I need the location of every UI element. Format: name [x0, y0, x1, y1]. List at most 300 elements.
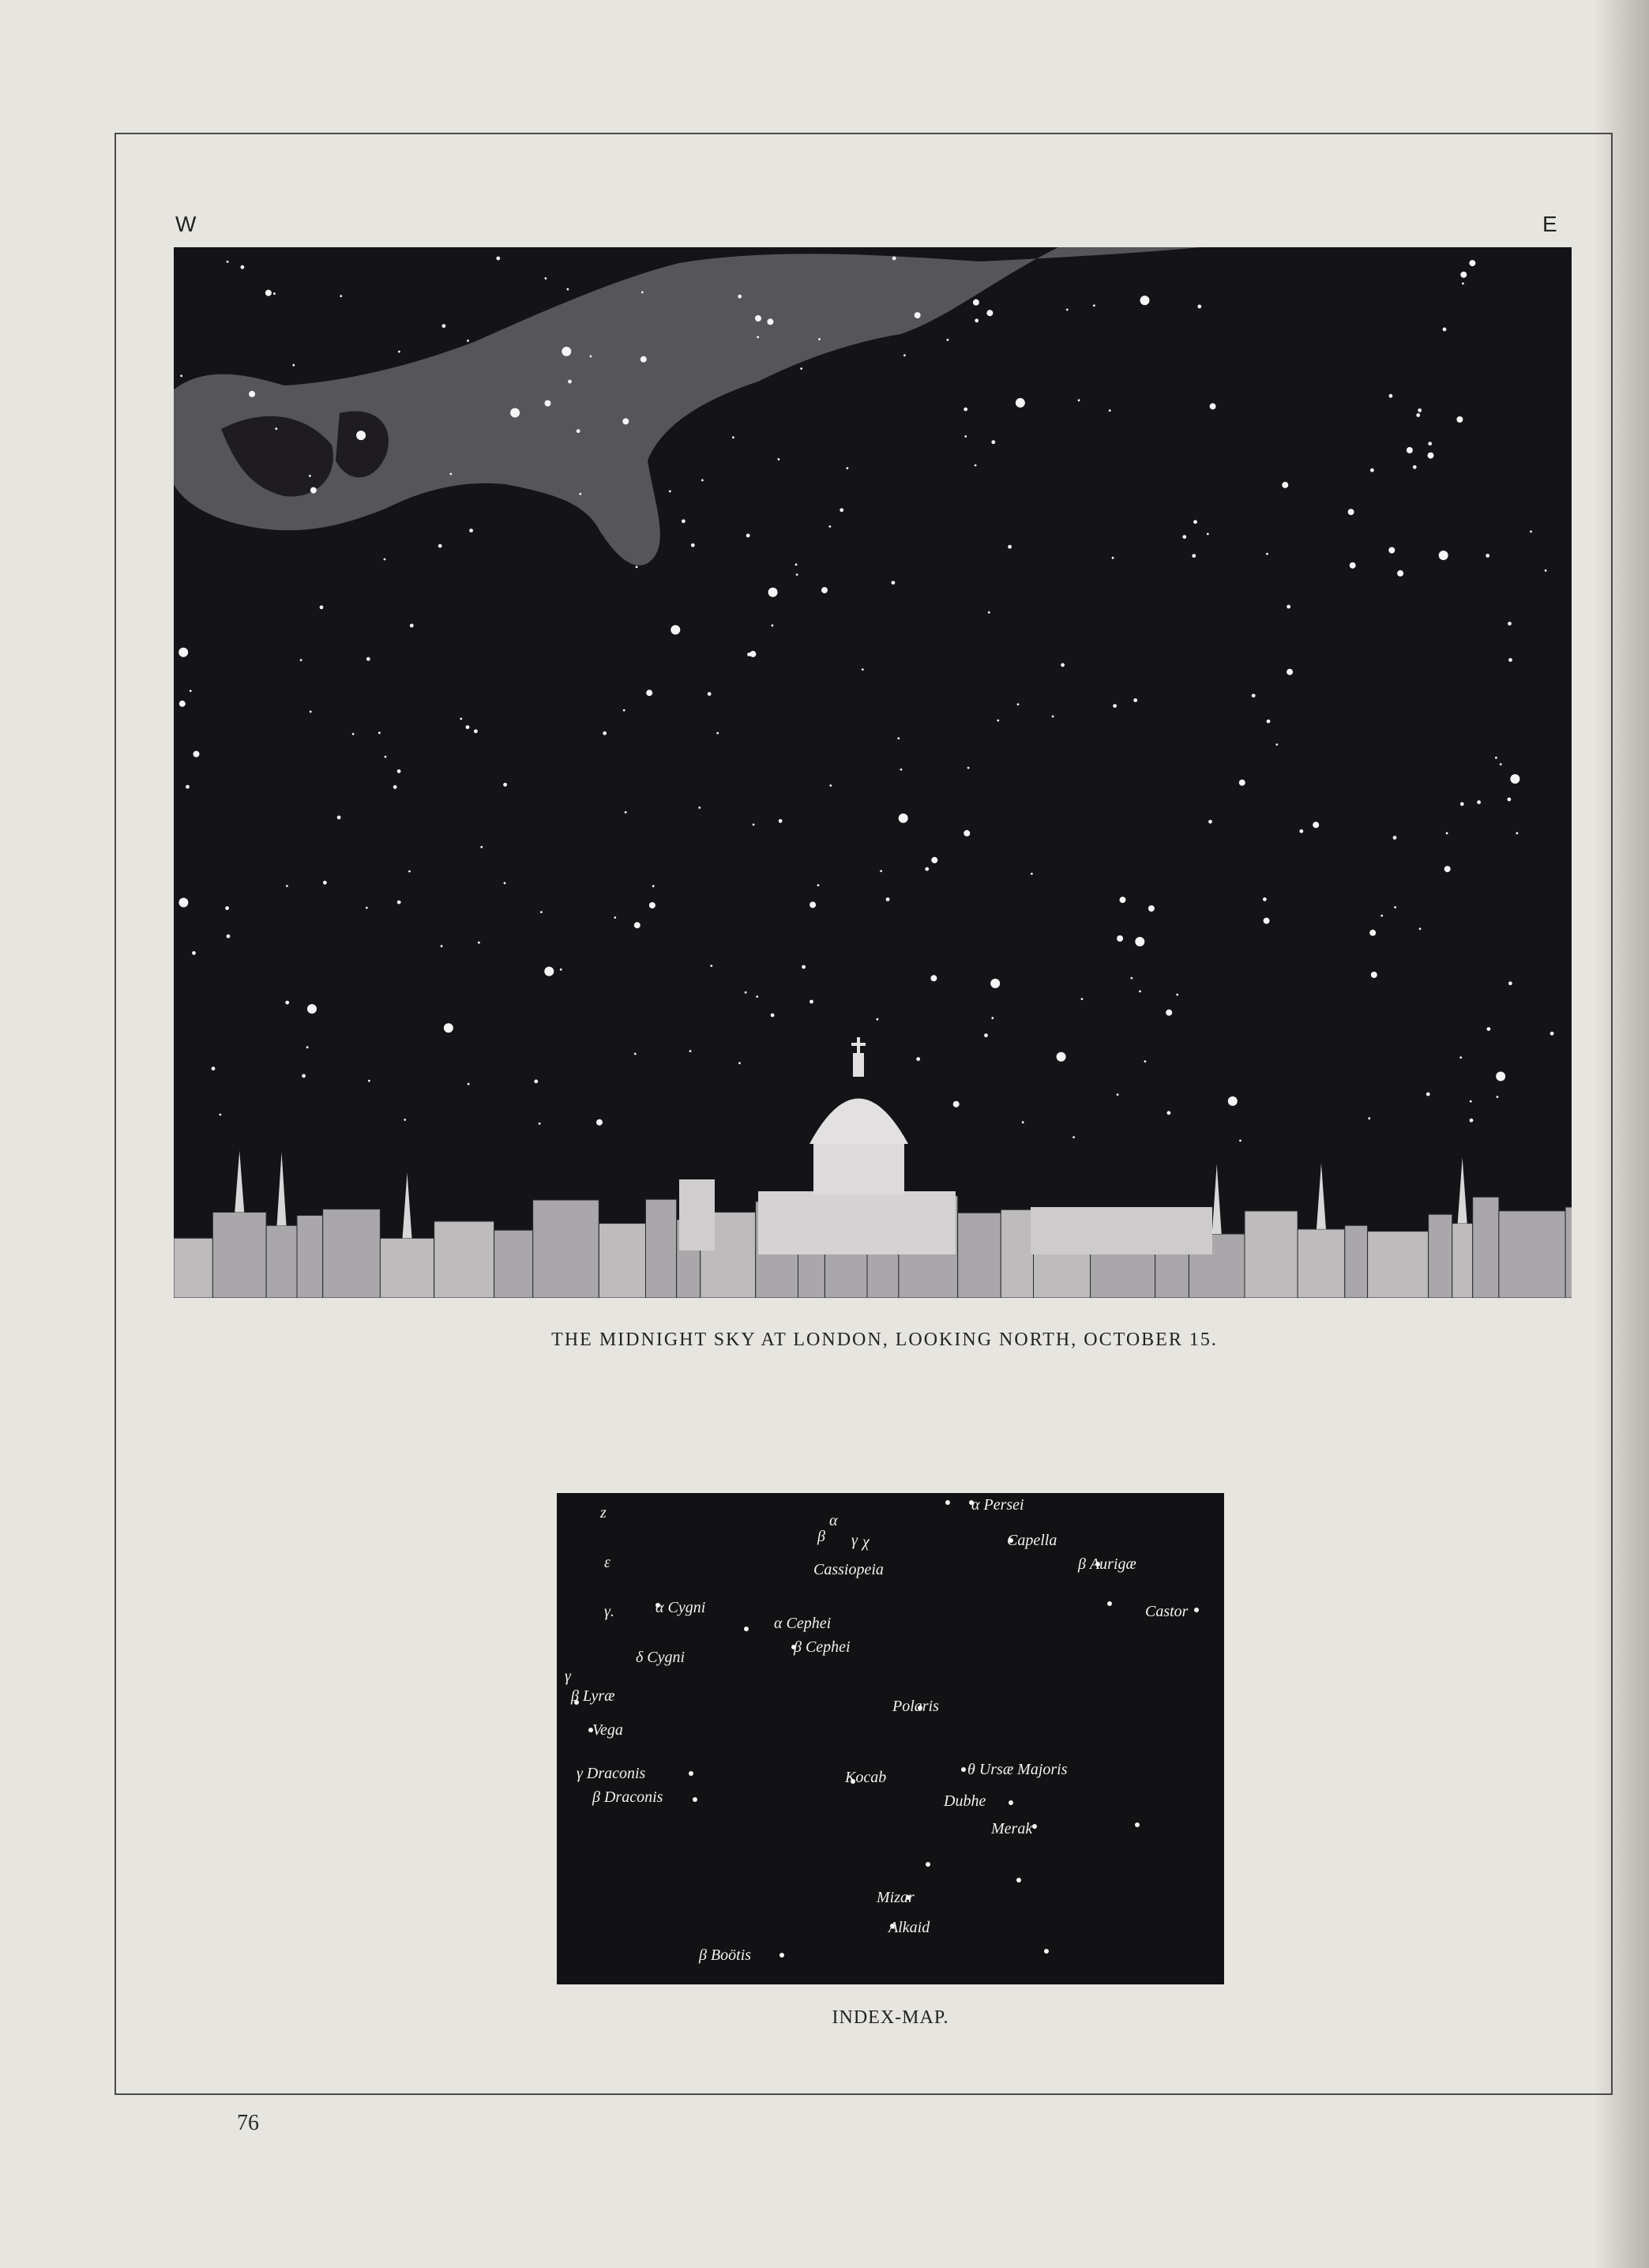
star	[1428, 453, 1434, 459]
star	[1530, 531, 1532, 533]
star	[193, 751, 200, 758]
index-label: δ Cygni	[636, 1649, 686, 1666]
star	[892, 581, 896, 585]
star	[1148, 905, 1155, 912]
index-star	[926, 1862, 930, 1867]
star	[1370, 468, 1374, 472]
star	[442, 324, 446, 328]
star	[603, 732, 607, 735]
star	[682, 519, 686, 523]
star	[990, 979, 1000, 988]
star	[273, 292, 276, 295]
star	[545, 401, 551, 407]
compass-east: E	[1542, 212, 1557, 236]
star	[241, 265, 245, 269]
star	[368, 1080, 370, 1082]
star	[1413, 465, 1417, 469]
star	[1393, 836, 1397, 840]
star	[1193, 520, 1197, 524]
star	[310, 711, 312, 713]
star	[800, 367, 802, 370]
star	[179, 701, 186, 707]
sky-engraving	[174, 247, 1572, 1298]
star	[1397, 570, 1403, 577]
building	[1452, 1224, 1473, 1298]
star	[1207, 533, 1209, 536]
star	[590, 355, 592, 358]
star	[1287, 669, 1293, 675]
star	[1470, 1100, 1472, 1103]
star	[302, 1074, 306, 1078]
star	[1239, 1140, 1241, 1142]
star	[393, 785, 397, 789]
star	[778, 458, 780, 461]
star	[963, 830, 970, 837]
star	[975, 318, 979, 322]
star	[1120, 897, 1126, 903]
star	[1239, 780, 1245, 786]
index-star	[1032, 1824, 1037, 1829]
star	[337, 815, 341, 819]
index-label: γ	[851, 1532, 858, 1549]
star	[997, 720, 999, 722]
star	[847, 467, 849, 469]
star	[757, 336, 759, 338]
star	[1167, 1111, 1171, 1115]
star	[892, 257, 896, 261]
building	[1429, 1214, 1452, 1298]
star	[340, 295, 342, 297]
star	[378, 732, 381, 734]
building	[958, 1213, 1001, 1298]
star	[1176, 994, 1178, 996]
star	[545, 277, 547, 280]
star	[821, 587, 828, 593]
index-star	[1044, 1949, 1049, 1954]
star	[818, 338, 821, 340]
star	[212, 1066, 216, 1070]
index-star	[1135, 1822, 1140, 1827]
star	[1545, 570, 1547, 572]
star	[192, 951, 196, 955]
star	[225, 906, 229, 910]
star	[1139, 991, 1141, 993]
star	[829, 784, 832, 787]
star	[1470, 1119, 1474, 1123]
index-label: Vega	[592, 1721, 623, 1739]
star	[1419, 927, 1422, 930]
star	[467, 340, 469, 342]
star	[510, 408, 520, 418]
building	[266, 1225, 297, 1298]
star	[1418, 408, 1422, 412]
star	[503, 783, 507, 787]
star	[877, 1018, 879, 1021]
star	[220, 1114, 222, 1116]
star	[1133, 698, 1137, 702]
star	[352, 733, 355, 735]
star	[622, 418, 629, 424]
star	[634, 922, 640, 928]
building	[212, 1213, 266, 1299]
star	[716, 732, 719, 735]
star	[1275, 743, 1278, 746]
star	[916, 1057, 920, 1061]
star	[640, 356, 647, 363]
star	[755, 315, 761, 322]
star	[249, 391, 255, 397]
star	[732, 436, 734, 438]
star	[356, 431, 366, 440]
index-label: β Aurigæ	[1078, 1555, 1136, 1573]
index-label: γ.	[604, 1603, 614, 1620]
star	[1031, 873, 1033, 875]
index-map-chart	[557, 1493, 1224, 1984]
star	[1208, 820, 1212, 824]
star	[708, 692, 712, 696]
star	[398, 351, 400, 353]
index-label: α Persei	[971, 1496, 1024, 1514]
star	[1456, 416, 1463, 423]
building	[533, 1200, 599, 1298]
star	[753, 824, 755, 826]
star	[903, 354, 906, 356]
star	[796, 574, 798, 576]
star	[963, 408, 967, 412]
star	[309, 475, 311, 477]
index-caption: INDEX-MAP.	[832, 2007, 949, 2028]
star	[886, 897, 890, 901]
index-map-illustration	[557, 1493, 1224, 1984]
index-star	[1107, 1601, 1112, 1606]
index-star	[693, 1797, 697, 1802]
star	[1061, 663, 1065, 667]
star	[975, 465, 977, 467]
star	[1263, 897, 1267, 901]
star	[1389, 394, 1393, 398]
star	[323, 881, 327, 885]
star	[1550, 1032, 1554, 1036]
star	[320, 605, 324, 609]
star	[444, 1023, 453, 1032]
star	[1510, 774, 1519, 784]
building	[434, 1221, 494, 1298]
star	[1416, 413, 1420, 417]
star	[1066, 309, 1069, 311]
star	[1348, 509, 1354, 515]
star	[710, 965, 712, 967]
star	[1508, 622, 1512, 626]
star	[1144, 1060, 1147, 1063]
star	[1287, 605, 1290, 609]
star	[1016, 398, 1025, 408]
star	[988, 611, 990, 614]
star	[900, 769, 903, 771]
star	[767, 318, 773, 325]
building	[494, 1230, 533, 1298]
index-star	[779, 1953, 784, 1958]
star	[1264, 918, 1270, 924]
star	[560, 969, 562, 971]
star	[1140, 295, 1150, 305]
star	[568, 380, 572, 384]
star	[1394, 906, 1396, 908]
star	[404, 1119, 406, 1121]
star	[1508, 658, 1512, 662]
index-star	[1016, 1878, 1021, 1882]
star	[634, 1053, 637, 1055]
star	[227, 261, 229, 263]
star	[1469, 260, 1475, 266]
index-label: Dubhe	[944, 1792, 986, 1810]
star	[652, 885, 655, 887]
star	[614, 916, 616, 919]
building	[1368, 1232, 1429, 1298]
star	[779, 819, 783, 823]
index-label: β Draconis	[592, 1788, 663, 1806]
star	[1131, 977, 1133, 980]
star	[1486, 554, 1489, 558]
star	[1228, 1096, 1238, 1106]
index-label: β Lyræ	[571, 1687, 615, 1705]
star	[817, 884, 820, 886]
star	[469, 528, 473, 532]
star	[1487, 1027, 1491, 1031]
star	[307, 1004, 317, 1014]
star	[1407, 447, 1413, 453]
star	[1081, 998, 1084, 1000]
star	[478, 942, 480, 944]
index-star	[1194, 1608, 1199, 1612]
star	[829, 525, 832, 528]
star	[795, 563, 798, 566]
star	[366, 657, 370, 661]
star	[450, 473, 453, 476]
star	[1495, 757, 1497, 759]
star	[410, 624, 414, 628]
star	[986, 310, 993, 316]
star	[292, 364, 295, 367]
star	[745, 991, 747, 994]
star	[953, 1101, 960, 1108]
star	[441, 945, 443, 947]
star	[384, 559, 386, 561]
star	[964, 435, 967, 438]
star	[1022, 1121, 1024, 1123]
index-label: Castor	[1145, 1603, 1189, 1620]
star	[802, 965, 806, 969]
index-label: Merak	[991, 1820, 1033, 1837]
star	[275, 427, 277, 430]
building	[599, 1224, 645, 1298]
star	[1500, 763, 1502, 765]
building	[1565, 1207, 1572, 1298]
star	[649, 902, 655, 908]
star	[925, 867, 929, 871]
star	[1380, 915, 1383, 917]
star	[1428, 442, 1432, 446]
star	[1109, 409, 1111, 412]
star	[1460, 802, 1464, 806]
star	[1462, 283, 1464, 285]
building	[297, 1216, 323, 1299]
star	[1008, 545, 1012, 549]
star	[840, 508, 843, 512]
index-label: Polaris	[892, 1698, 939, 1715]
star	[300, 659, 302, 661]
star	[973, 299, 979, 306]
building	[1499, 1211, 1565, 1298]
star	[738, 295, 742, 299]
star	[1459, 1056, 1462, 1059]
star	[285, 1001, 289, 1005]
star	[1313, 822, 1319, 828]
star	[669, 491, 671, 493]
star	[809, 901, 816, 908]
star	[991, 1017, 994, 1019]
star	[691, 543, 695, 547]
star	[265, 290, 272, 296]
index-label: Cassiopeia	[813, 1561, 884, 1578]
star	[1166, 1010, 1172, 1016]
star	[701, 480, 704, 482]
star	[768, 588, 778, 597]
star	[899, 814, 908, 823]
star	[1093, 304, 1095, 307]
star	[496, 257, 500, 261]
star	[689, 1050, 692, 1052]
index-star	[961, 1767, 966, 1772]
building	[380, 1238, 434, 1298]
star	[636, 566, 638, 568]
index-label: z	[600, 1504, 607, 1521]
star	[947, 339, 949, 341]
star	[544, 967, 554, 976]
star	[930, 975, 937, 981]
midnight-sky-illustration	[174, 247, 1572, 1298]
star	[540, 911, 543, 913]
index-label: χ	[862, 1533, 870, 1551]
star	[562, 347, 571, 356]
star	[698, 807, 701, 809]
star	[1078, 399, 1080, 401]
star	[1350, 562, 1356, 569]
building	[174, 1238, 212, 1298]
star	[1444, 866, 1451, 872]
star	[1135, 937, 1144, 946]
star	[1508, 798, 1512, 802]
star	[408, 871, 411, 873]
index-label: γ	[565, 1668, 571, 1685]
star	[984, 1033, 988, 1037]
star	[567, 288, 569, 291]
star	[771, 1014, 775, 1017]
star	[1388, 547, 1395, 554]
star	[1446, 832, 1448, 834]
star	[1267, 720, 1271, 724]
star	[577, 429, 580, 433]
star	[1368, 1117, 1370, 1119]
star	[738, 1062, 741, 1064]
star	[880, 870, 882, 872]
star	[385, 756, 387, 758]
star	[1496, 1072, 1505, 1081]
star	[190, 690, 192, 692]
star	[539, 1123, 541, 1125]
star	[1443, 328, 1447, 332]
index-star	[1009, 1800, 1013, 1805]
star	[746, 534, 750, 538]
star	[1052, 716, 1054, 718]
star	[862, 668, 864, 671]
star	[623, 709, 625, 712]
star	[967, 767, 970, 769]
star	[646, 690, 652, 696]
star	[596, 1119, 603, 1126]
index-star	[945, 1500, 950, 1505]
star	[306, 1046, 309, 1048]
building	[1298, 1229, 1345, 1298]
building	[1245, 1211, 1298, 1298]
building	[1345, 1225, 1368, 1298]
star	[180, 374, 182, 377]
star	[756, 995, 758, 998]
star	[310, 487, 317, 494]
star	[1497, 1096, 1499, 1098]
star	[178, 648, 188, 657]
star	[1192, 554, 1196, 558]
star	[1426, 1093, 1430, 1096]
star	[1252, 694, 1256, 698]
star	[991, 440, 995, 444]
star	[625, 811, 627, 814]
star	[772, 624, 774, 626]
star	[366, 907, 368, 909]
star	[1460, 272, 1467, 278]
star	[534, 1080, 538, 1084]
index-label: α Cygni	[655, 1599, 706, 1616]
building	[323, 1209, 381, 1298]
index-label: ε	[604, 1554, 610, 1571]
star	[227, 935, 231, 938]
index-star	[744, 1627, 749, 1631]
index-star	[689, 1771, 693, 1776]
index-label: β Cephei	[794, 1638, 851, 1656]
compass-west: W	[175, 212, 197, 236]
star	[1369, 930, 1376, 936]
index-label: α	[829, 1512, 838, 1529]
index-label: θ Ursæ Majoris	[967, 1761, 1068, 1778]
star	[1057, 1052, 1066, 1062]
building	[1473, 1197, 1499, 1298]
star	[397, 901, 401, 905]
star	[931, 857, 937, 863]
star	[1282, 482, 1288, 488]
star	[1182, 535, 1186, 539]
star	[178, 898, 188, 908]
star	[1072, 1136, 1075, 1138]
star	[809, 1000, 813, 1004]
index-label: Kocab	[845, 1769, 887, 1786]
star	[641, 291, 644, 294]
star	[1266, 553, 1268, 555]
building	[646, 1199, 677, 1298]
star	[1210, 403, 1216, 409]
star	[670, 625, 680, 634]
index-label: Mizar	[877, 1889, 915, 1906]
star	[1439, 551, 1448, 560]
page-number: 76	[237, 2111, 259, 2135]
